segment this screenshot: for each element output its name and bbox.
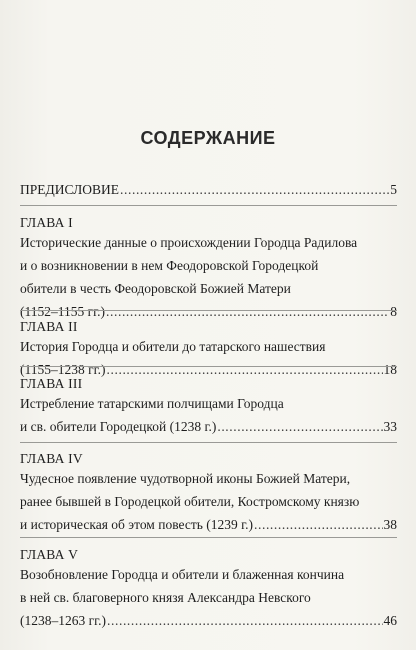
toc-entry-line (20, 515, 397, 535)
chapter-title-line: обители в честь Феодоровской Божией Матери (20, 281, 291, 296)
chapter-title-line: Исторические данные о происхождении Городца Радилова (20, 235, 358, 250)
chapter-title-line: Истребление татарскими полчищами Городца (20, 396, 284, 411)
divider (20, 310, 397, 311)
chapter-label: ГЛАВА I (20, 215, 73, 230)
chapter-title-line: (1152–1155 гг.) (20, 304, 106, 319)
chapter-label: ГЛАВА II (20, 319, 78, 334)
dot-leader (217, 417, 382, 437)
chapter-title-line: (1155–1238 гг.) (20, 362, 106, 377)
divider (20, 442, 397, 443)
toc-entry-line (20, 180, 397, 200)
chapter-label: ГЛАВА III (20, 376, 83, 391)
divider (20, 366, 397, 367)
chapter-title-line: (1238–1263 гг.) (20, 613, 107, 628)
page-number: 5 (390, 182, 397, 197)
chapter-title-line: и о возникновении в нем Феодоровской Городецкой (20, 258, 319, 273)
toc-entry-line (20, 417, 397, 437)
chapter-title-line: Чудесное появление чудотворной иконы Божией Матери, (20, 471, 351, 486)
chapter-label: ГЛАВА IV (20, 451, 83, 466)
dot-leader (254, 515, 382, 535)
toc-entry-line (20, 611, 397, 631)
divider (20, 537, 397, 538)
chapter-title-line: в ней св. благоверного князя Александра Невского (20, 590, 311, 605)
page-number: 46 (383, 613, 397, 628)
chapter-title-line: и историческая об этом повесть (1239 г.) (20, 517, 254, 532)
dot-leader (107, 360, 383, 380)
chapter-title-line: и св. обители Городецкой (1238 г.) (20, 419, 217, 434)
chapter-title-line: ранее бывшей в Городецкой обители, Костромскому князю (20, 494, 360, 509)
chapter-title-line: История Городца и обители до татарского нашествия (20, 339, 326, 354)
page-title: СОДЕРЖАНИЕ (140, 128, 276, 148)
page-number: 38 (383, 517, 397, 532)
chapter-title-line: Возобновление Городца и обители и блаженная кончина (20, 567, 345, 582)
dot-leader (120, 180, 389, 200)
page-number: 8 (390, 304, 397, 319)
page-number: 33 (383, 419, 397, 434)
chapter-label: ГЛАВА V (20, 547, 79, 562)
divider (20, 205, 397, 206)
toc-entry-title: ПРЕДИСЛОВИЕ (20, 182, 120, 197)
dot-leader (106, 302, 389, 322)
page-number: 18 (383, 362, 397, 377)
dot-leader (107, 611, 382, 631)
